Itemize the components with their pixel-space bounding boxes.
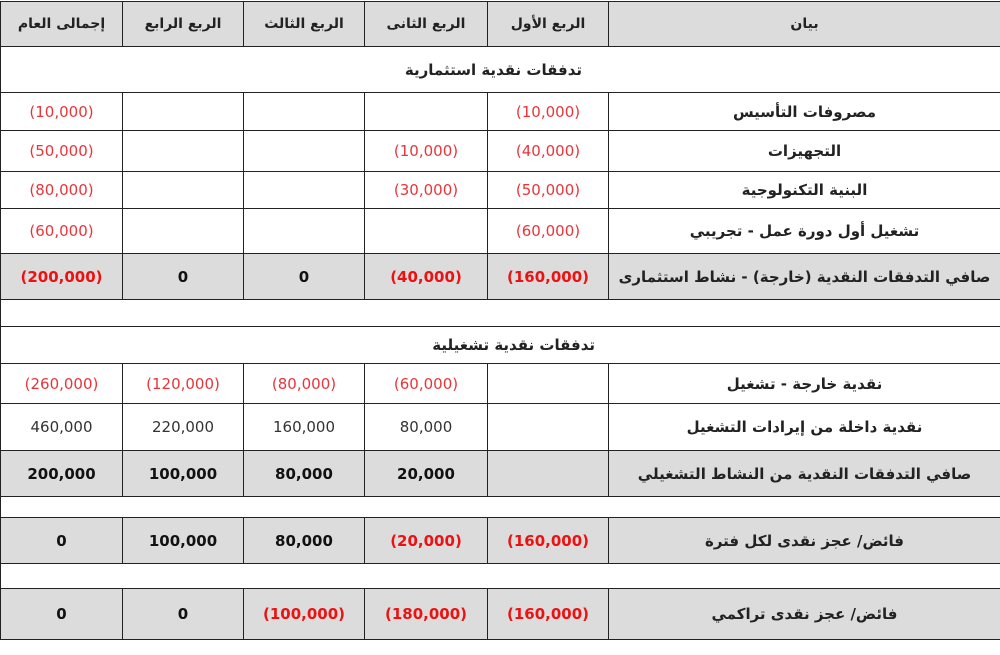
header-q1: الربع الأول	[488, 2, 609, 47]
header-statement: بيان	[609, 2, 1000, 47]
q1-value	[488, 404, 609, 451]
header-row	[1, 2, 1000, 47]
q3-value: 80,000	[244, 518, 365, 564]
q1-value: (60,000)	[488, 209, 609, 254]
q3-value	[244, 93, 365, 131]
q3-value: 80,000	[244, 451, 365, 497]
row-label: نقدية داخلة من إيرادات التشغيل	[609, 404, 1000, 451]
annual-total-value: (50,000)	[1, 131, 123, 172]
summary-row	[1, 518, 1000, 564]
q4-value: (120,000)	[123, 364, 244, 404]
q1-value	[488, 451, 609, 497]
q4-value: 220,000	[123, 404, 244, 451]
annual-total-value: 0	[1, 589, 123, 640]
q1-value: (160,000)	[488, 518, 609, 564]
section-title-row	[1, 327, 1000, 364]
q3-value: (100,000)	[244, 589, 365, 640]
q1-value: (50,000)	[488, 172, 609, 209]
spacer-row	[1, 497, 1000, 518]
spacer-row	[1, 300, 1000, 327]
q1-value: (160,000)	[488, 254, 609, 300]
header-annual-total: إجمالى العام	[1, 2, 123, 47]
row-label: فائض/ عجز نقدى تراكمي	[609, 589, 1000, 640]
q4-value: 100,000	[123, 451, 244, 497]
table-row	[1, 172, 1000, 209]
annual-total-value: (80,000)	[1, 172, 123, 209]
cash-flow-table	[0, 1, 1000, 640]
annual-total-value: 460,000	[1, 404, 123, 451]
row-label: صافي التدفقات النقدية (خارجة) - نشاط استثمارى	[609, 254, 1000, 300]
annual-total-value: 200,000	[1, 451, 123, 497]
summary-row	[1, 589, 1000, 640]
section-title: تدفقات نقدية استثمارية	[1, 47, 1000, 93]
row-label: نقدية خارجة - تشغيل	[609, 364, 1000, 404]
header-q3: الربع الثالث	[244, 2, 365, 47]
spacer-cell	[1, 300, 1000, 327]
q4-value	[123, 93, 244, 131]
header-q2: الربع الثانى	[365, 2, 488, 47]
q2-value: 80,000	[365, 404, 488, 451]
q4-value	[123, 131, 244, 172]
q3-value: 0	[244, 254, 365, 300]
table-row	[1, 364, 1000, 404]
row-label: التجهيزات	[609, 131, 1000, 172]
annual-total-value: (200,000)	[1, 254, 123, 300]
q2-value	[365, 93, 488, 131]
section-total-row	[1, 451, 1000, 497]
q2-value: (60,000)	[365, 364, 488, 404]
table-row	[1, 209, 1000, 254]
q1-value: (40,000)	[488, 131, 609, 172]
q3-value: (80,000)	[244, 364, 365, 404]
section-title: تدفقات نقدية تشغيلية	[1, 327, 1000, 364]
q4-value: 0	[123, 589, 244, 640]
q2-value	[365, 209, 488, 254]
header-q4: الربع الرابع	[123, 2, 244, 47]
annual-total-value: (60,000)	[1, 209, 123, 254]
row-label: البنية التكنولوجية	[609, 172, 1000, 209]
q2-value: (40,000)	[365, 254, 488, 300]
q2-value: (180,000)	[365, 589, 488, 640]
table-row	[1, 404, 1000, 451]
q4-value	[123, 172, 244, 209]
spacer-cell	[1, 497, 1000, 518]
row-label: فائض/ عجز نقدى لكل فترة	[609, 518, 1000, 564]
q2-value: (30,000)	[365, 172, 488, 209]
q1-value: (160,000)	[488, 589, 609, 640]
q2-value: (20,000)	[365, 518, 488, 564]
annual-total-value: (260,000)	[1, 364, 123, 404]
q3-value	[244, 209, 365, 254]
q3-value	[244, 131, 365, 172]
q1-value	[488, 364, 609, 404]
q4-value: 100,000	[123, 518, 244, 564]
q4-value: 0	[123, 254, 244, 300]
q4-value	[123, 209, 244, 254]
row-label: صافي التدفقات النقدية من النشاط التشغيلي	[609, 451, 1000, 497]
section-title-row	[1, 47, 1000, 93]
q2-value: 20,000	[365, 451, 488, 497]
row-label: مصروفات التأسيس	[609, 93, 1000, 131]
spacer-row	[1, 564, 1000, 589]
row-label: تشغيل أول دورة عمل - تجريبي	[609, 209, 1000, 254]
section-total-row	[1, 254, 1000, 300]
table-row	[1, 131, 1000, 172]
q1-value: (10,000)	[488, 93, 609, 131]
table-row	[1, 93, 1000, 131]
spacer-cell	[1, 564, 1000, 589]
annual-total-value: 0	[1, 518, 123, 564]
q3-value: 160,000	[244, 404, 365, 451]
annual-total-value: (10,000)	[1, 93, 123, 131]
q3-value	[244, 172, 365, 209]
q2-value: (10,000)	[365, 131, 488, 172]
